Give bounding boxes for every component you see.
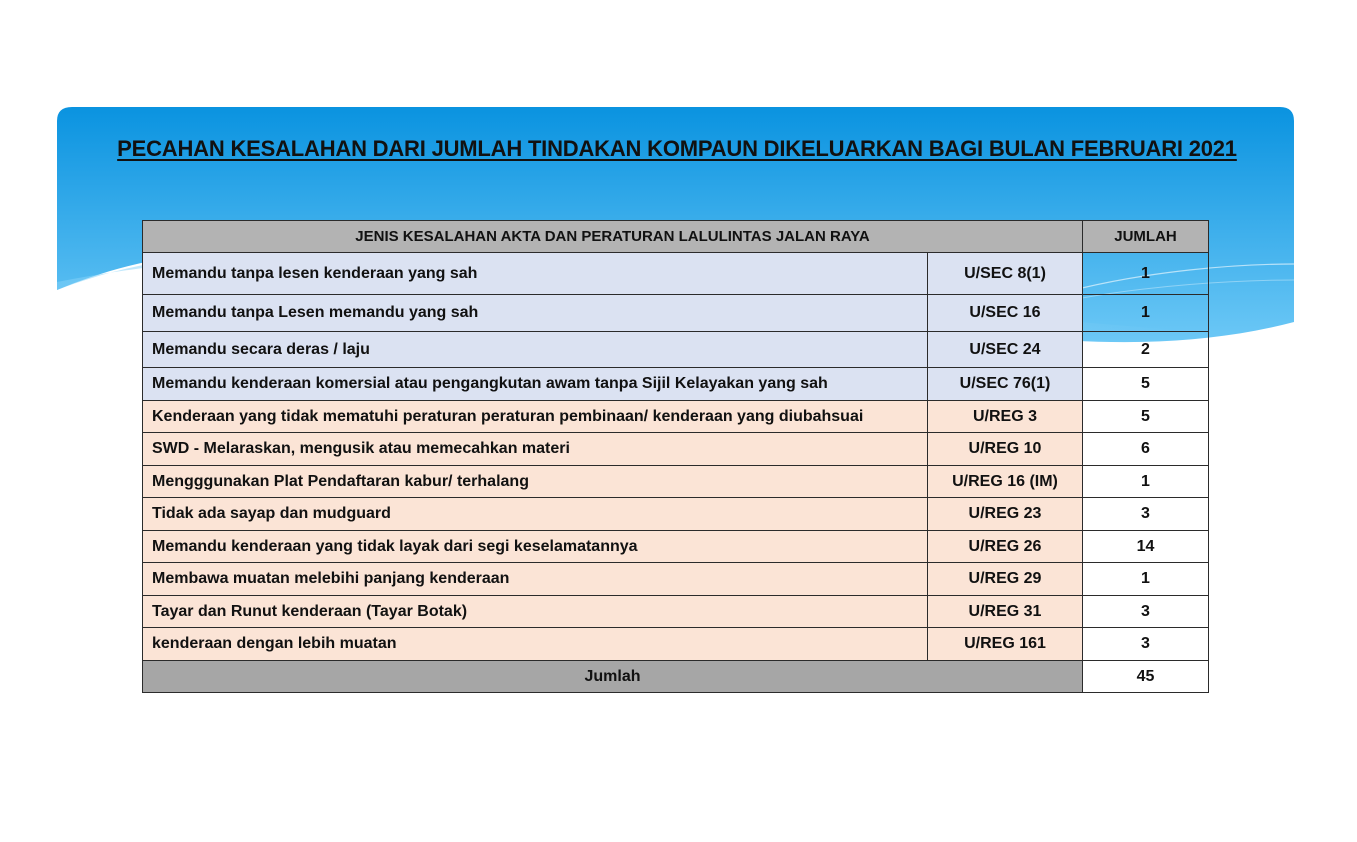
row-count: 1 — [1083, 563, 1209, 596]
row-description: Memandu secara deras / laju — [143, 332, 928, 368]
row-count: 3 — [1083, 628, 1209, 661]
header-count: JUMLAH — [1083, 221, 1209, 253]
row-description: Memandu tanpa lesen kenderaan yang sah — [143, 253, 928, 295]
page-title: PECAHAN KESALAHAN DARI JUMLAH TINDAKAN KOMPAUN DIKELUARKAN BAGI BULAN FEBRUARI 2021 — [117, 136, 1237, 161]
table-row — [143, 433, 1209, 466]
row-count: 5 — [1083, 368, 1209, 401]
table-row — [143, 295, 1209, 332]
row-description: Membawa muatan melebihi panjang kenderaan — [143, 563, 928, 596]
row-code: U/SEC 16 — [928, 295, 1083, 332]
table-row — [143, 466, 1209, 498]
row-count: 1 — [1083, 466, 1209, 498]
row-code: U/SEC 24 — [928, 332, 1083, 368]
table-row — [143, 253, 1209, 295]
row-code: U/REG 3 — [928, 401, 1083, 433]
row-count: 1 — [1083, 253, 1209, 295]
row-code: U/SEC 8(1) — [928, 253, 1083, 295]
table-row — [143, 563, 1209, 596]
total-value: 45 — [1083, 661, 1209, 693]
row-count: 14 — [1083, 531, 1209, 563]
header-offence: JENIS KESALAHAN AKTA DAN PERATURAN LALULINTAS JALAN RAYA — [143, 221, 1083, 253]
row-code: U/REG 26 — [928, 531, 1083, 563]
table-row — [143, 628, 1209, 661]
row-description: Memandu tanpa Lesen memandu yang sah — [143, 295, 928, 332]
row-code: U/REG 10 — [928, 433, 1083, 466]
row-description: Memandu kenderaan komersial atau pengangkutan awam tanpa Sijil Kelayakan yang sah — [143, 368, 928, 401]
row-count: 6 — [1083, 433, 1209, 466]
row-description: kenderaan dengan lebih muatan — [143, 628, 928, 661]
table-row — [143, 498, 1209, 531]
table-row — [143, 368, 1209, 401]
table-row — [143, 596, 1209, 628]
row-code: U/REG 161 — [928, 628, 1083, 661]
table-row — [143, 531, 1209, 563]
row-count: 3 — [1083, 596, 1209, 628]
table-row — [143, 332, 1209, 368]
row-count: 5 — [1083, 401, 1209, 433]
offences-table — [142, 220, 1209, 693]
row-count: 2 — [1083, 332, 1209, 368]
row-description: Kenderaan yang tidak mematuhi peraturan peraturan pembinaan/ kenderaan yang diubahsuai — [143, 401, 928, 433]
row-code: U/REG 29 — [928, 563, 1083, 596]
row-code: U/REG 31 — [928, 596, 1083, 628]
table-row — [143, 401, 1209, 433]
row-description: SWD - Melaraskan, mengusik atau memecahkan materi — [143, 433, 928, 466]
row-description: Tidak ada sayap dan mudguard — [143, 498, 928, 531]
row-description: Memandu kenderaan yang tidak layak dari segi keselamatannya — [143, 531, 928, 563]
row-code: U/REG 16 (IM) — [928, 466, 1083, 498]
row-description: Tayar dan Runut kenderaan (Tayar Botak) — [143, 596, 928, 628]
row-code: U/REG 23 — [928, 498, 1083, 531]
row-count: 1 — [1083, 295, 1209, 332]
row-code: U/SEC 76(1) — [928, 368, 1083, 401]
row-description: Mengggunakan Plat Pendaftaran kabur/ terhalang — [143, 466, 928, 498]
total-label: Jumlah — [143, 661, 1083, 693]
total-row — [143, 661, 1209, 693]
row-count: 3 — [1083, 498, 1209, 531]
table-header-row — [143, 221, 1209, 253]
